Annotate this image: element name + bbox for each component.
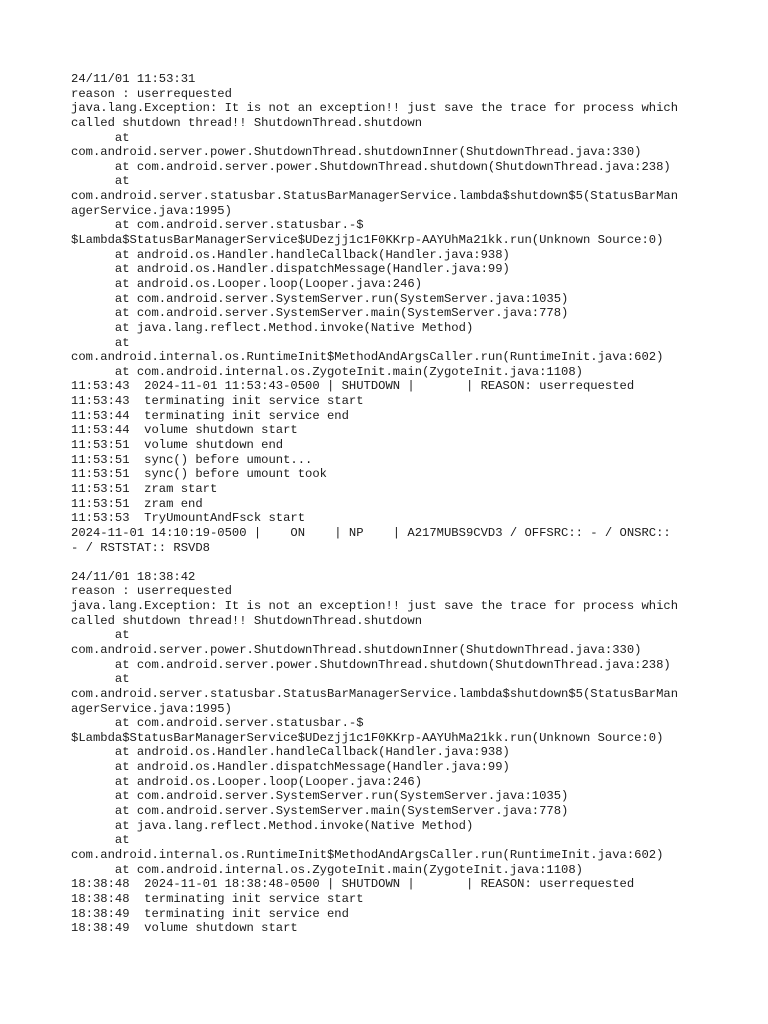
log-line: at com.android.server.statusbar.-$ <box>71 218 364 233</box>
log-line: at com.android.internal.os.ZygoteInit.main(ZygoteInit.java:1108) <box>71 364 583 379</box>
log-line: at com.android.server.SystemServer.run(SystemServer.java:1035) <box>71 291 569 306</box>
log-line: com.android.server.statusbar.StatusBarManagerService.lambda$shutdown$5(StatusBarMan <box>71 189 679 204</box>
log-line: 11:53:44 terminating init service end <box>71 408 349 423</box>
log-line: reason : userrequested <box>71 584 232 599</box>
log-line: 18:38:48 2024-11-01 18:38:48-0500 | SHUTDOWN | | REASON: userrequested <box>71 877 635 892</box>
log-line: $Lambda$StatusBarManagerService$UDezjj1c1F0KKrp-AAYUhMa21kk.run(Unknown Source:0) <box>71 730 664 745</box>
log-line: reason : userrequested <box>71 86 232 101</box>
log-line: at <box>71 833 130 848</box>
log-line: at android.os.Looper.loop(Looper.java:246) <box>71 774 423 789</box>
log-line: com.android.server.power.ShutdownThread.shutdownInner(ShutdownThread.java:330) <box>71 642 642 657</box>
log-line: 11:53:53 TryUmountAndFsck start <box>71 511 306 526</box>
log-line: at com.android.server.SystemServer.main(SystemServer.java:778) <box>71 804 569 819</box>
log-line: com.android.internal.os.RuntimeInit$MethodAndArgsCaller.run(RuntimeInit.java:602) <box>71 350 664 365</box>
log-line: at <box>71 335 130 350</box>
log-line: 24/11/01 18:38:42 <box>71 569 196 584</box>
log-line: at <box>71 130 130 145</box>
log-line: 24/11/01 11:53:31 <box>71 72 196 86</box>
log-line: at android.os.Handler.handleCallback(Handler.java:938) <box>71 247 510 262</box>
log-line: at <box>71 628 130 643</box>
log-line: called shutdown thread!! ShutdownThread.shutdown <box>71 613 423 628</box>
log-line: at com.android.server.SystemServer.main(SystemServer.java:778) <box>71 306 569 321</box>
log-line: agerService.java:1995) <box>71 701 232 716</box>
log-line: 11:53:51 sync() before umount... <box>71 452 313 467</box>
log-line: com.android.server.statusbar.StatusBarManagerService.lambda$shutdown$5(StatusBarMan <box>71 686 679 701</box>
log-document <box>71 72 711 936</box>
log-line: 2024-11-01 14:10:19-0500 | ON | NP | A217MUBS9CVD3 / OFFSRC:: - / ONSRC:: <box>71 525 671 540</box>
log-line: at java.lang.reflect.Method.invoke(Native Method) <box>71 320 474 335</box>
log-line: at android.os.Looper.loop(Looper.java:246) <box>71 276 423 291</box>
log-line: at <box>71 174 130 189</box>
log-line: called shutdown thread!! ShutdownThread.shutdown <box>71 115 423 130</box>
log-line: at com.android.server.statusbar.-$ <box>71 716 364 731</box>
log-line: at com.android.server.power.ShutdownThread.shutdown(ShutdownThread.java:238) <box>71 657 671 672</box>
log-line: 11:53:51 sync() before umount took <box>71 467 327 482</box>
log-line: 18:38:49 terminating init service end <box>71 906 349 921</box>
log-line: $Lambda$StatusBarManagerService$UDezjj1c1F0KKrp-AAYUhMa21kk.run(Unknown Source:0) <box>71 233 664 248</box>
log-line: 11:53:51 zram end <box>71 496 203 511</box>
log-line: at java.lang.reflect.Method.invoke(Native Method) <box>71 818 474 833</box>
log-line: 11:53:43 terminating init service start <box>71 394 364 409</box>
log-line: at <box>71 672 130 687</box>
log-line: agerService.java:1995) <box>71 203 232 218</box>
log-line: 11:53:43 2024-11-01 11:53:43-0500 | SHUTDOWN | | REASON: userrequested <box>71 379 635 394</box>
log-line: at com.android.server.power.ShutdownThread.shutdown(ShutdownThread.java:238) <box>71 159 671 174</box>
log-line: 18:38:49 volume shutdown start <box>71 921 298 936</box>
log-line: java.lang.Exception: It is not an exception!! just save the trace for process which <box>71 101 679 116</box>
log-line: at android.os.Handler.handleCallback(Handler.java:938) <box>71 745 510 760</box>
log-line: com.android.server.power.ShutdownThread.shutdownInner(ShutdownThread.java:330) <box>71 145 642 160</box>
log-line: - / RSTSTAT:: RSVD8 <box>71 540 210 555</box>
blank-line <box>71 555 711 570</box>
log-line: 11:53:44 volume shutdown start <box>71 423 298 438</box>
log-line: at android.os.Handler.dispatchMessage(Handler.java:99) <box>71 760 510 775</box>
log-line: at com.android.internal.os.ZygoteInit.main(ZygoteInit.java:1108) <box>71 862 583 877</box>
log-line: at android.os.Handler.dispatchMessage(Handler.java:99) <box>71 262 510 277</box>
log-line: 11:53:51 volume shutdown end <box>71 438 284 453</box>
log-line: java.lang.Exception: It is not an exception!! just save the trace for process which <box>71 599 679 614</box>
log-line: 18:38:48 terminating init service start <box>71 891 364 906</box>
log-line: com.android.internal.os.RuntimeInit$MethodAndArgsCaller.run(RuntimeInit.java:602) <box>71 847 664 862</box>
log-line: at com.android.server.SystemServer.run(SystemServer.java:1035) <box>71 789 569 804</box>
log-line: 11:53:51 zram start <box>71 481 218 496</box>
